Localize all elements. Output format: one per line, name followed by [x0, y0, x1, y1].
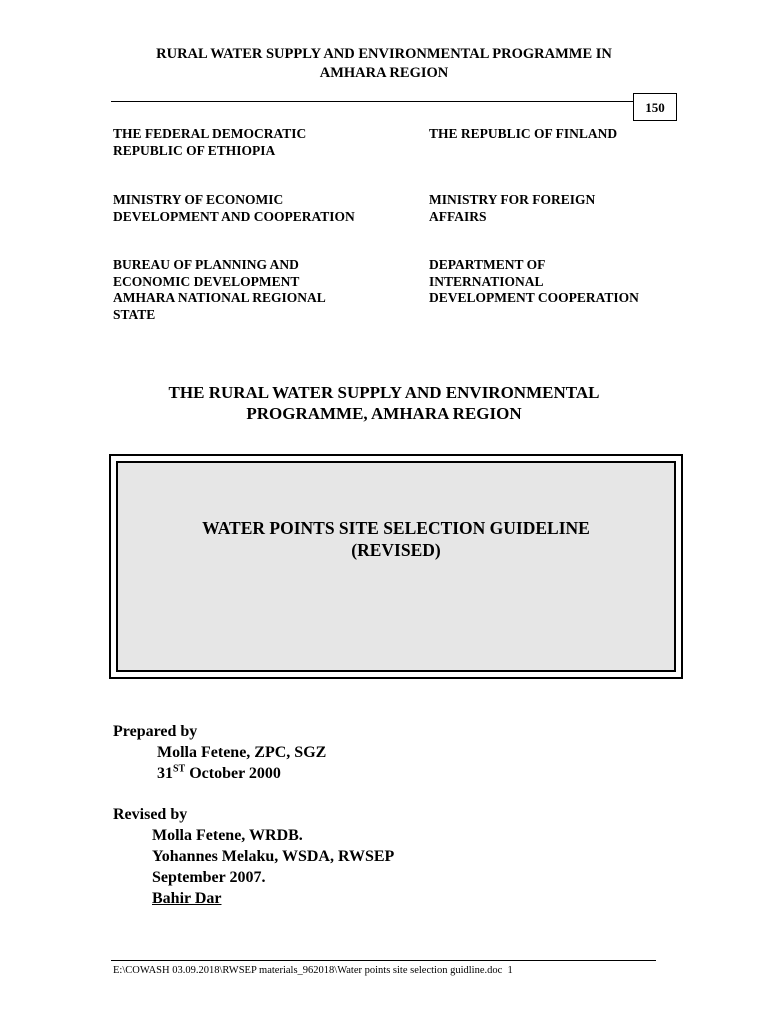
prepared-date [157, 763, 281, 784]
right-block3-line: INTERNATIONAL [429, 273, 544, 289]
footer-page-number: 1 [507, 965, 513, 976]
right-block2-line: MINISTRY FOR FOREIGN [429, 192, 596, 207]
left-block3-line: BUREAU OF PLANNING AND [113, 257, 299, 272]
footer-file-path: E:\COWASH 03.09.2018\RWSEP materials_962018\Water points site selection guidline.doc [113, 965, 503, 976]
footer-rule [111, 960, 656, 961]
right-block-ministry [429, 192, 689, 225]
right-block2-line: AFFAIRS [429, 208, 487, 224]
right-block3-line: DEPARTMENT OF [429, 257, 546, 272]
guideline-title [118, 517, 674, 561]
header-title-line1: RURAL WATER SUPPLY AND ENVIRONMENTAL PROGRAMME IN [156, 46, 612, 62]
programme-title [0, 382, 768, 424]
right-block3-line: DEVELOPMENT COOPERATION [429, 290, 639, 305]
left-block2-line: DEVELOPMENT AND COOPERATION [113, 208, 355, 224]
guideline-title-panel [116, 461, 676, 672]
right-block1-line: THE REPUBLIC OF FINLAND [429, 126, 618, 141]
prepared-by-author: Molla Fetene, ZPC, SGZ [157, 744, 327, 761]
revised-date: September 2007. [152, 869, 266, 886]
revised-by-line: Yohannes Melaku, WSDA, RWSEP [152, 848, 395, 865]
revised-by-line: Molla Fetene, WRDB. [152, 827, 303, 844]
left-block1-line: REPUBLIC OF ETHIOPIA [113, 142, 276, 158]
left-block3-line: ECONOMIC DEVELOPMENT [113, 273, 300, 289]
revised-place: Bahir Dar [152, 890, 222, 907]
guideline-title-frame [109, 454, 683, 679]
left-block-government [113, 126, 413, 159]
left-block1-line: THE FEDERAL DEMOCRATIC [113, 126, 307, 141]
guideline-title-line2: (REVISED) [351, 540, 441, 560]
left-block3-line: STATE [113, 306, 156, 322]
prepared-by-label: Prepared by [113, 723, 198, 740]
left-block3-line: AMHARA NATIONAL REGIONAL [113, 290, 326, 305]
right-block-republic [429, 126, 689, 143]
left-block-bureau [113, 257, 413, 323]
document-header-title [0, 45, 768, 83]
prepared-date-suffix: ST [173, 763, 186, 775]
prepared-date-rest: October 2000 [185, 765, 281, 782]
revised-by-label: Revised by [113, 806, 188, 823]
guideline-title-line1: WATER POINTS SITE SELECTION GUIDELINE [202, 518, 590, 538]
left-block-ministry [113, 192, 413, 225]
programme-title-line2: PROGRAMME, AMHARA REGION [246, 404, 522, 423]
header-rule [111, 101, 634, 102]
header-title-line2: AMHARA REGION [319, 65, 449, 81]
left-block2-line: MINISTRY OF ECONOMIC [113, 192, 284, 207]
right-block-department [429, 257, 689, 307]
page-number-box: 150 [633, 93, 677, 121]
prepared-date-day: 31 [157, 765, 173, 782]
document-footer [113, 964, 513, 977]
programme-title-line1: THE RURAL WATER SUPPLY AND ENVIRONMENTAL [168, 383, 600, 402]
